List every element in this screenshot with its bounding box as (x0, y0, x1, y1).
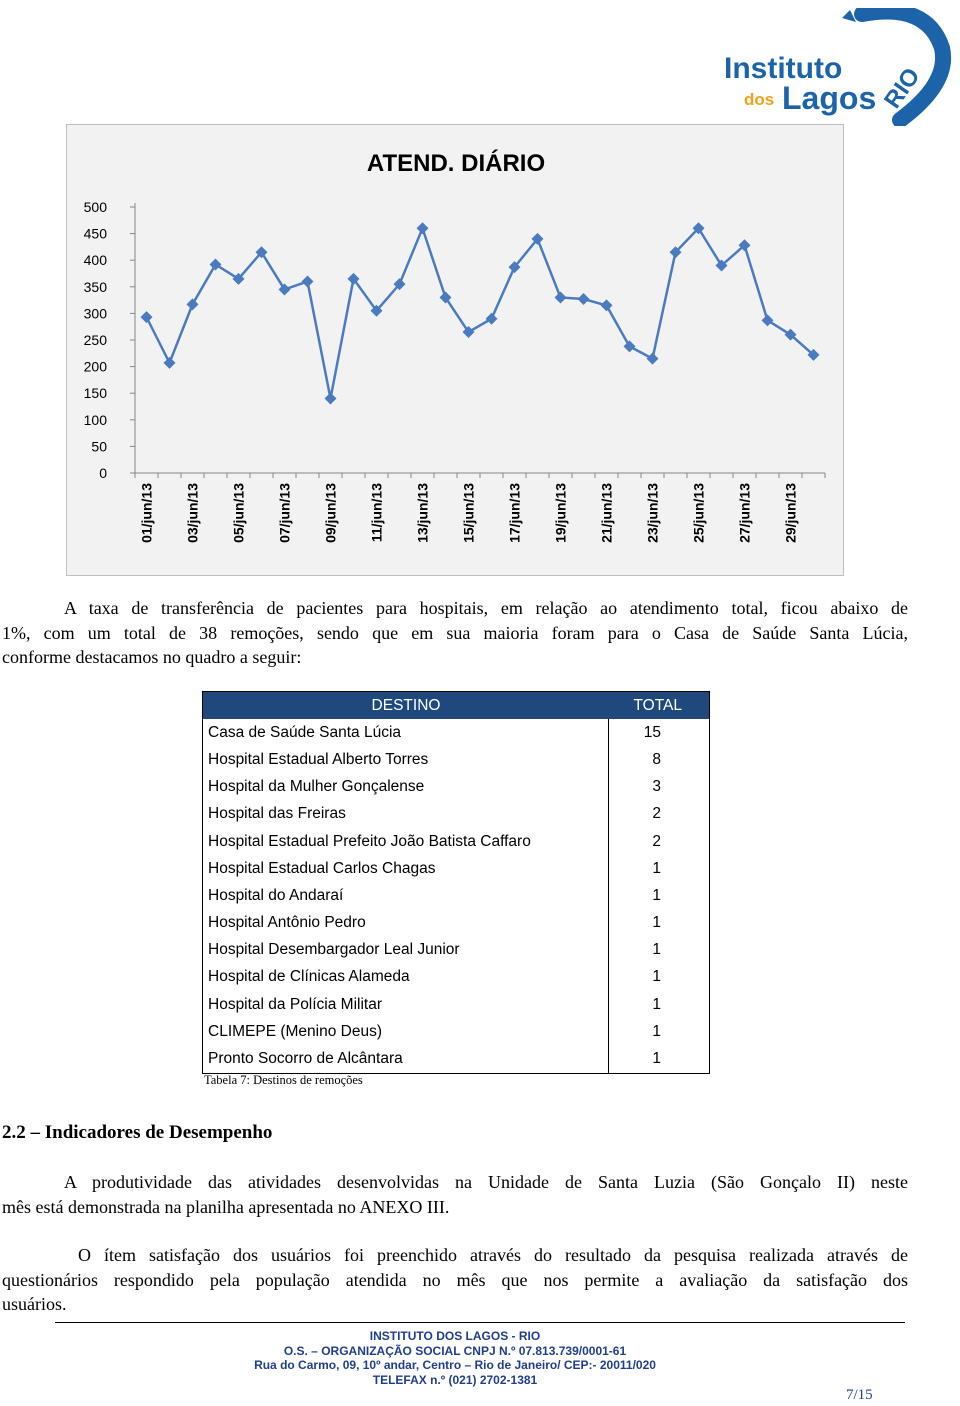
destination-name: Hospital do Andaraí (203, 882, 609, 909)
destination-total: 1 (652, 941, 661, 959)
destination-total: 2 (652, 805, 661, 823)
destination-name: Hospital da Polícia Militar (203, 991, 609, 1018)
x-tick-label: 01/jun/13 (138, 483, 155, 543)
destination-total: 1 (652, 859, 661, 877)
data-point (279, 283, 291, 295)
x-tick-label: 07/jun/13 (276, 483, 293, 543)
institute-logo (722, 8, 958, 126)
y-tick-label: 350 (83, 278, 107, 295)
table-row (203, 746, 709, 773)
x-tick-label: 19/jun/13 (552, 483, 569, 543)
table-header-row (203, 692, 709, 719)
destination-name: Hospital das Freiras (203, 801, 609, 828)
x-tick-label: 25/jun/13 (690, 483, 707, 543)
data-point (624, 340, 636, 352)
x-tick-label: 29/jun/13 (782, 483, 799, 543)
paragraph-transfer-rate (2, 596, 908, 670)
destination-name: Casa de Saúde Santa Lúcia (203, 719, 609, 746)
destination-name: Hospital de Clínicas Alameda (203, 964, 609, 991)
paragraph-line: O ítem satisfação dos usuários foi preenchido através do resultado da pesquisa realizada através de (78, 1245, 908, 1265)
table-row (203, 801, 709, 828)
data-point (187, 298, 199, 310)
data-point (578, 293, 590, 305)
destination-total: 15 (643, 723, 661, 741)
data-point (210, 258, 222, 270)
destination-total: 1 (652, 886, 661, 904)
data-point (555, 291, 567, 303)
x-tick-label: 09/jun/13 (322, 483, 339, 543)
destination-total: 1 (652, 995, 661, 1013)
x-tick-label: 21/jun/13 (598, 483, 615, 543)
data-point (141, 311, 153, 323)
x-tick-label: 17/jun/13 (506, 483, 523, 543)
y-tick-label: 0 (99, 465, 107, 481)
destination-total: 8 (652, 750, 661, 768)
logo-word-instituto: Instituto (724, 52, 843, 85)
daily-attendance-chart (66, 124, 844, 576)
chart-canvas (67, 125, 845, 577)
data-point (325, 393, 337, 405)
paragraph-line: A produtividade das atividades desenvolvidas na Unidade de Santa Luzia (São Gonçalo II) neste (64, 1172, 908, 1192)
header-destino: DESTINO (371, 696, 441, 714)
x-tick-label: 11/jun/13 (368, 483, 385, 543)
table-row (203, 910, 709, 937)
data-point (417, 222, 429, 234)
destination-name: Hospital Estadual Alberto Torres (203, 746, 609, 773)
logo-word-rio: RIO (879, 62, 926, 114)
table-row (203, 937, 709, 964)
paragraph-line: 1%, com um total de 38 remoções, sendo que em sua maioria foram para o Casa de Saúde Santa Lúcia, (2, 622, 908, 643)
destination-total: 3 (652, 778, 661, 796)
destination-name: CLIMEPE (Menino Deus) (203, 1018, 609, 1045)
table-row (203, 719, 709, 746)
destination-name: Pronto Socorro de Alcântara (203, 1045, 609, 1072)
x-tick-label: 27/jun/13 (736, 483, 753, 543)
data-point (302, 275, 314, 287)
data-point (164, 357, 176, 369)
destination-total: 1 (652, 1050, 661, 1068)
destination-name: Hospital Estadual Prefeito João Batista Caffaro (203, 828, 609, 855)
footer-telefax: TELEFAX n.º (021) 2702-1381 (372, 1373, 538, 1387)
header-total: TOTAL (633, 696, 682, 714)
table-row (203, 774, 709, 801)
page-number: 7/15 (846, 1387, 873, 1403)
chart-title: ATEND. DIÁRIO (366, 150, 546, 177)
paragraph-satisfaction (2, 1243, 908, 1317)
data-point (486, 313, 498, 325)
footer-institution: INSTITUTO DOS LAGOS - RIO (369, 1329, 541, 1343)
x-tick-label: 05/jun/13 (230, 483, 247, 543)
destination-total: 1 (652, 914, 661, 932)
destination-total: 1 (652, 968, 661, 986)
data-point (762, 314, 774, 326)
y-tick-label: 450 (83, 225, 107, 242)
destination-total: 2 (652, 832, 661, 850)
x-tick-label: 03/jun/13 (184, 483, 201, 543)
x-tick-label: 15/jun/13 (460, 483, 477, 543)
x-tick-label: 13/jun/13 (414, 483, 431, 543)
table-row (203, 855, 709, 882)
x-tick-label: 23/jun/13 (644, 483, 661, 543)
destinations-table (202, 691, 710, 1074)
y-tick-label: 200 (83, 358, 107, 375)
table-row (203, 1045, 709, 1072)
paragraph-line: usuários. (2, 1294, 67, 1314)
destination-total: 1 (652, 1022, 661, 1040)
table-row (203, 882, 709, 909)
y-tick-label: 300 (83, 305, 107, 322)
y-tick-label: 100 (83, 411, 107, 428)
destination-name: Hospital Antônio Pedro (203, 910, 609, 937)
y-tick-label: 150 (83, 385, 107, 402)
table-row (203, 964, 709, 991)
section-title: 2.2 – Indicadores de Desempenho (2, 1122, 273, 1143)
data-point (601, 299, 613, 311)
footer-divider (55, 1322, 905, 1323)
y-tick-label: 250 (83, 332, 107, 348)
paragraph-line: A taxa de transferência de pacientes para hospitais, em relação ao atendimento total, ficou abaixo de (64, 598, 908, 618)
table-row (203, 991, 709, 1018)
footer-address: Rua do Carmo, 09, 10º andar, Centro – Rio de Janeiro/ CEP:- 20011/020 (254, 1358, 656, 1372)
table-caption: Tabela 7: Destinos de remoções (204, 1073, 363, 1087)
data-point (647, 353, 659, 365)
destination-name: Hospital Estadual Carlos Chagas (203, 855, 609, 882)
logo-word-dos: dos (744, 90, 775, 109)
destination-name: Hospital Desembargador Leal Junior (203, 937, 609, 964)
series-line (147, 228, 814, 398)
footer-cnpj: O.S. – ORGANIZAÇÃO SOCIAL CNPJ N.º 07.813.739/0001-61 (283, 1344, 627, 1358)
logo-word-lagos: Lagos (782, 80, 877, 116)
destination-name: Hospital da Mulher Gonçalense (203, 774, 609, 801)
y-tick-label: 400 (83, 252, 107, 269)
y-tick-label: 50 (91, 438, 107, 455)
paragraph-line: conforme destacamos no quadro a seguir: (2, 647, 302, 667)
paragraph-productivity (2, 1170, 908, 1219)
table-row (203, 1018, 709, 1045)
paragraph-line: mês está demonstrada na planilha apresentada no ANEXO III. (2, 1196, 450, 1217)
table-row (203, 828, 709, 855)
y-tick-label: 500 (83, 199, 107, 215)
paragraph-line: questionários respondido pela população atendida no mês que nos permite a avaliação da satisfação dos (2, 1269, 908, 1290)
